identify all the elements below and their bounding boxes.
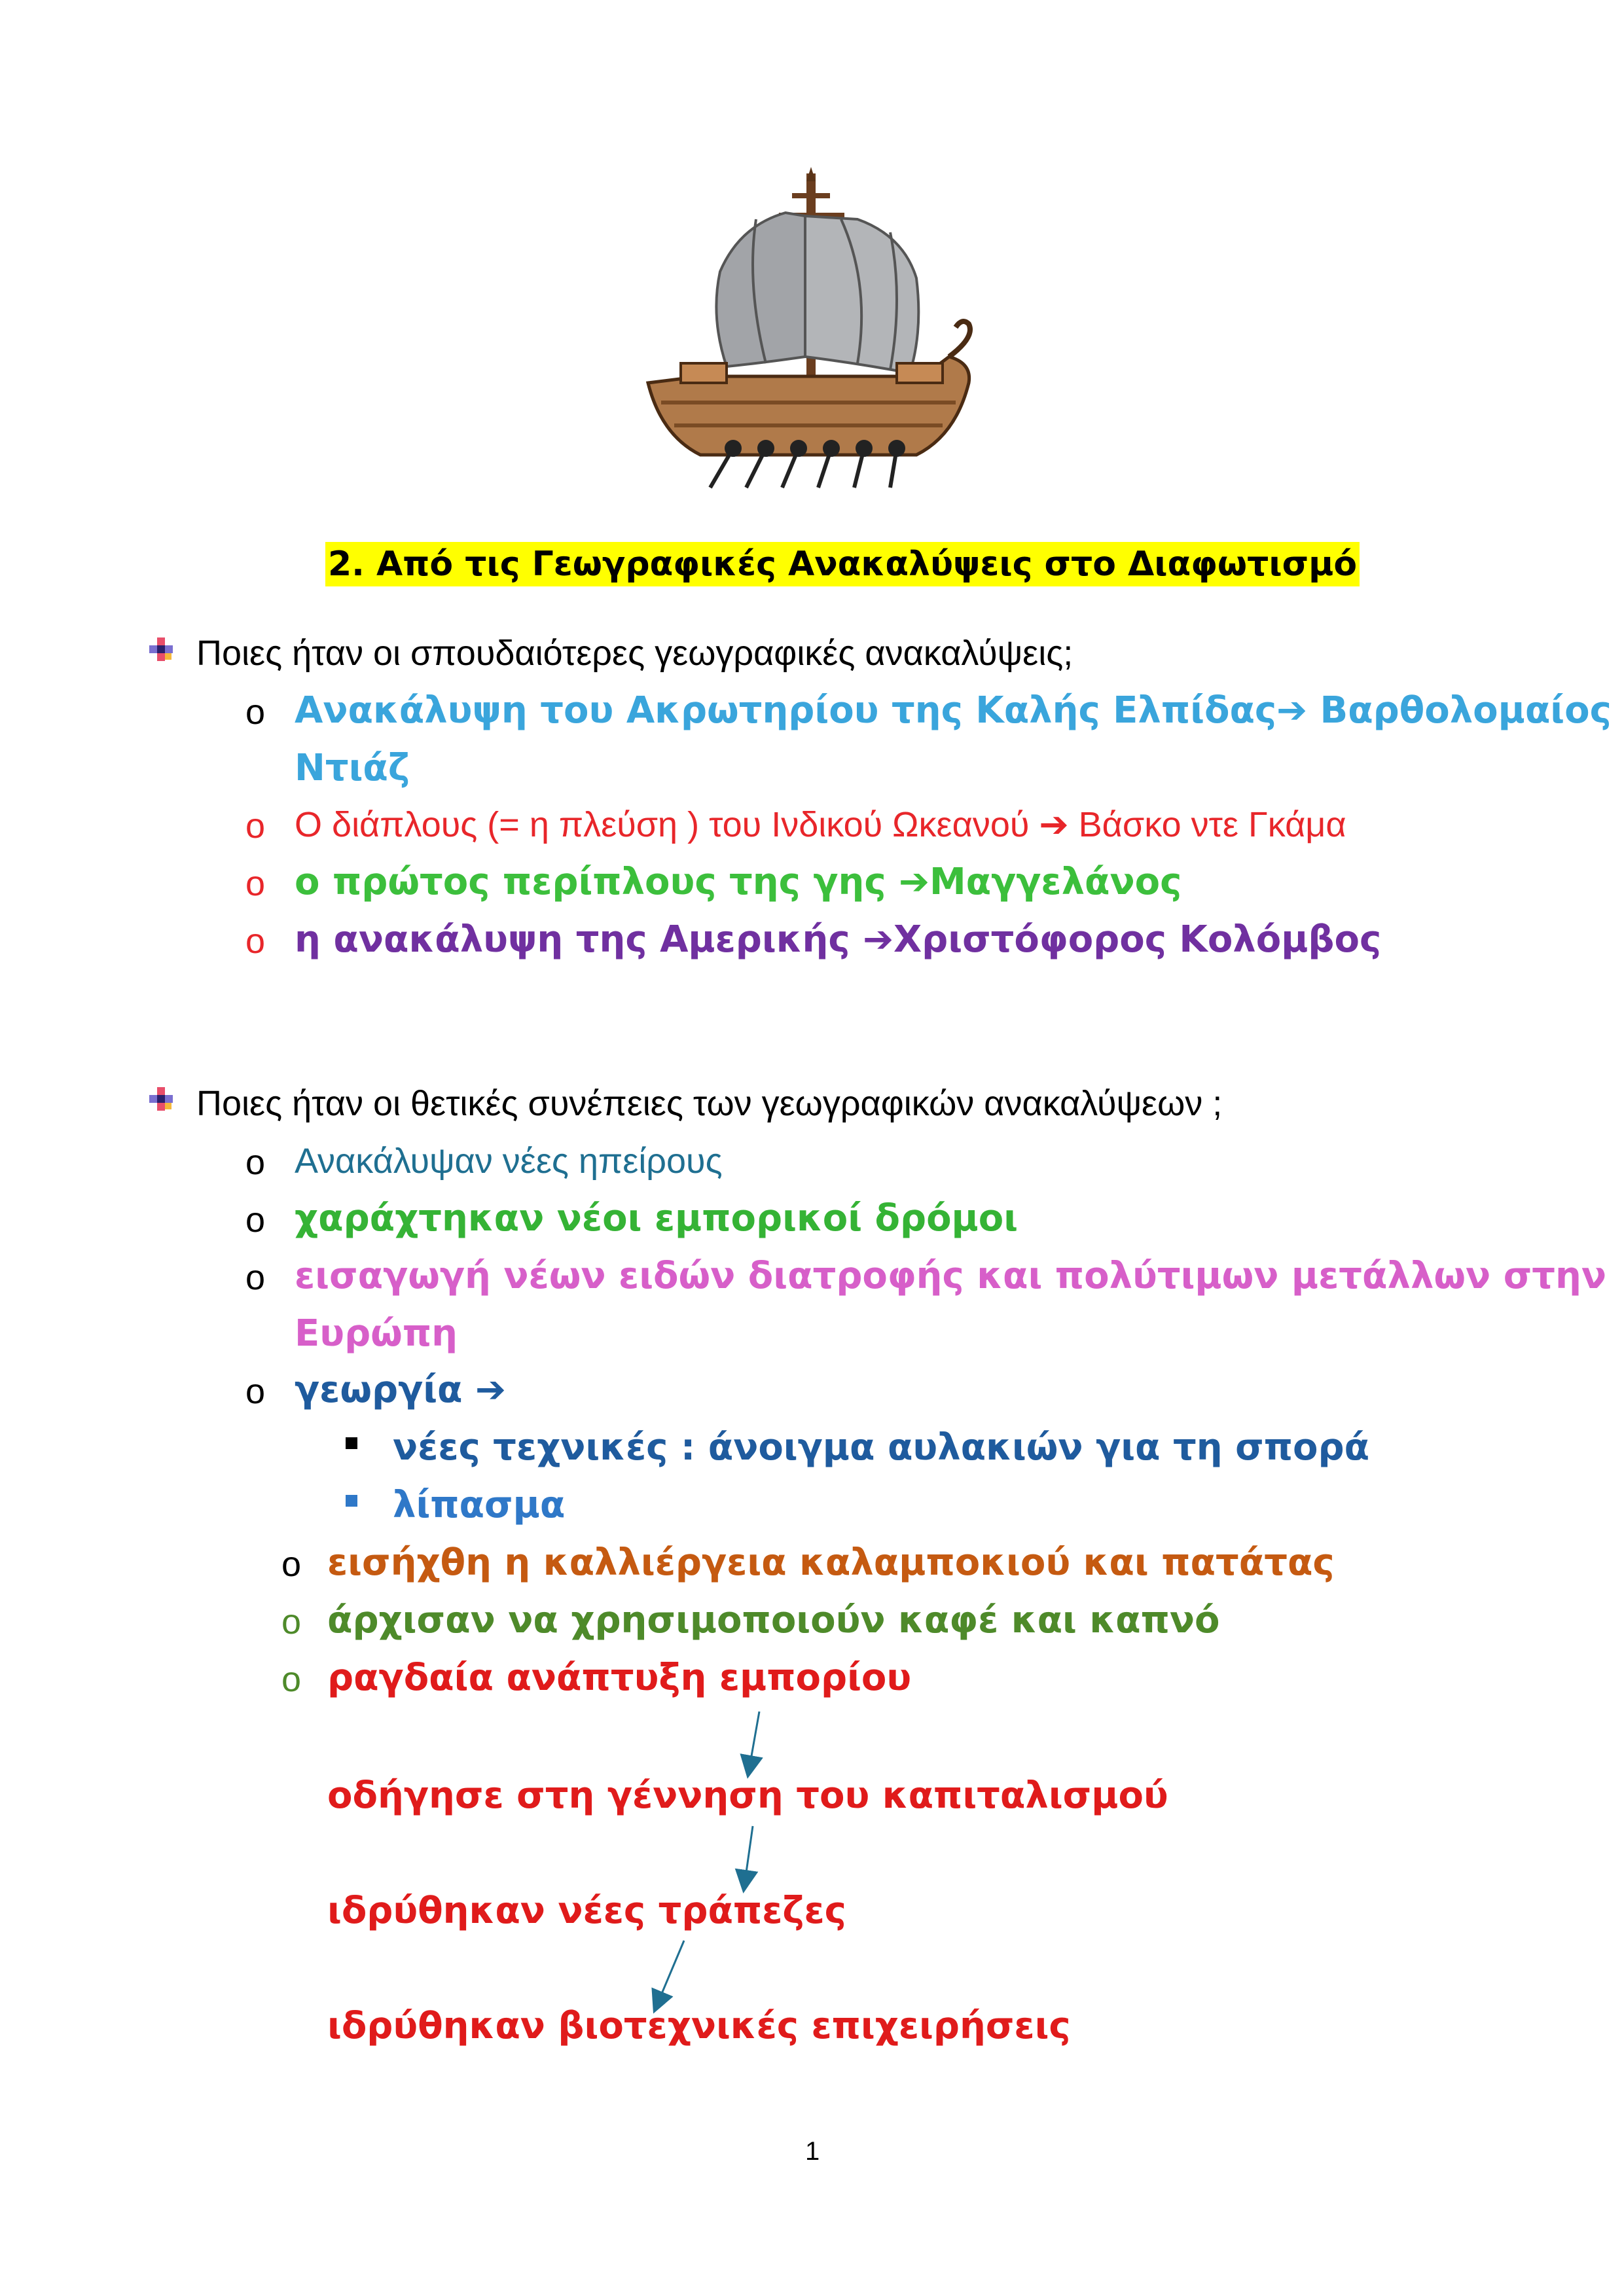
flow-arrow [658, 1941, 684, 2003]
sub-list-item: νέες τεχνικές : άνοιγμα αυλακιών για τη σπορά [393, 1426, 1370, 1469]
arrow-right-icon: ➔ [475, 1369, 506, 1411]
arrow-right-icon: ➔ [1276, 689, 1308, 732]
chain-step: ιδρύθηκαν νέες τράπεζες [327, 1890, 846, 1932]
page-title: 2. Από τις Γεωγραφικές Ανακαλύψεις στο Διαφωτισμό [325, 542, 1360, 586]
list-item: Ανακάλυψη του Ακρωτηρίου της Καλής Ελπίδας➔ Βαρθολομαίος [295, 689, 1612, 732]
list-item: ο πρώτος περίπλους της γης ➔Μαγγελάνος [295, 861, 1182, 903]
sub-list-item: λίπασμα [393, 1484, 566, 1526]
list-item: ραγδαία ανάπτυξη εμπορίου [327, 1657, 912, 1699]
bullet-marker: o [245, 1143, 266, 1182]
bullet-marker: o [245, 692, 266, 732]
question-2: Ποιες ήταν οι θετικές συνέπειες των γεωγραφικών ανακαλύψεων ; [196, 1084, 1223, 1123]
list-item: εισαγωγή νέων ειδών διατροφής και πολύτιμων μετάλλων στην [295, 1255, 1607, 1297]
bullet-marker: o [245, 806, 266, 846]
arrow-right-icon: ➔ [1039, 805, 1069, 844]
list-item-continued: Ευρώπη [295, 1312, 458, 1355]
bullet-marker: o [245, 922, 266, 961]
list-item: Ανακάλυψαν νέες ηπείρους [295, 1141, 723, 1181]
arrow-right-icon: ➔ [899, 861, 929, 903]
bullet-marker: o [281, 1602, 302, 1641]
list-item: χαράχτηκαν νέοι εμπορικοί δρόμοι [295, 1197, 1019, 1240]
list-item: άρχισαν να χρησιμοποιούν καφέ και καπνό [327, 1599, 1220, 1641]
list-item-continued: Ντιάζ [295, 747, 410, 789]
bullet-marker: o [281, 1660, 302, 1699]
bullet-marker: o [245, 864, 266, 903]
chain-step: οδήγησε στη γέννηση του καπιταλισμού [327, 1774, 1168, 1817]
flow-arrow [749, 1712, 759, 1767]
flow-arrow [745, 1826, 753, 1882]
bullet-marker: o [245, 1372, 266, 1411]
chain-step: ιδρύθηκαν βιοτεχνικές επιχειρήσεις [327, 2005, 1071, 2047]
list-item: Ο διάπλους (= η πλεύση ) του Ινδικού Ωκεανού ➔ Βάσκο ντε Γκάμα [295, 805, 1346, 844]
bullet-marker: o [245, 1200, 266, 1240]
page-number: 1 [805, 2137, 820, 2166]
list-item: η ανακάλυψη της Αμερικής ➔Χριστόφορος Κολόμβος [295, 918, 1382, 961]
arrow-right-icon: ➔ [863, 918, 893, 961]
question-1: Ποιες ήταν οι σπουδαιότερες γεωγραφικές ανακαλύψεις; [196, 634, 1074, 673]
bullet-marker: o [281, 1545, 302, 1584]
list-item: γεωργία ➔ [295, 1369, 506, 1411]
bullet-marker: o [245, 1258, 266, 1297]
list-item: εισήχθη η καλλιέργεια καλαμποκιού και πατάτας [327, 1541, 1335, 1584]
